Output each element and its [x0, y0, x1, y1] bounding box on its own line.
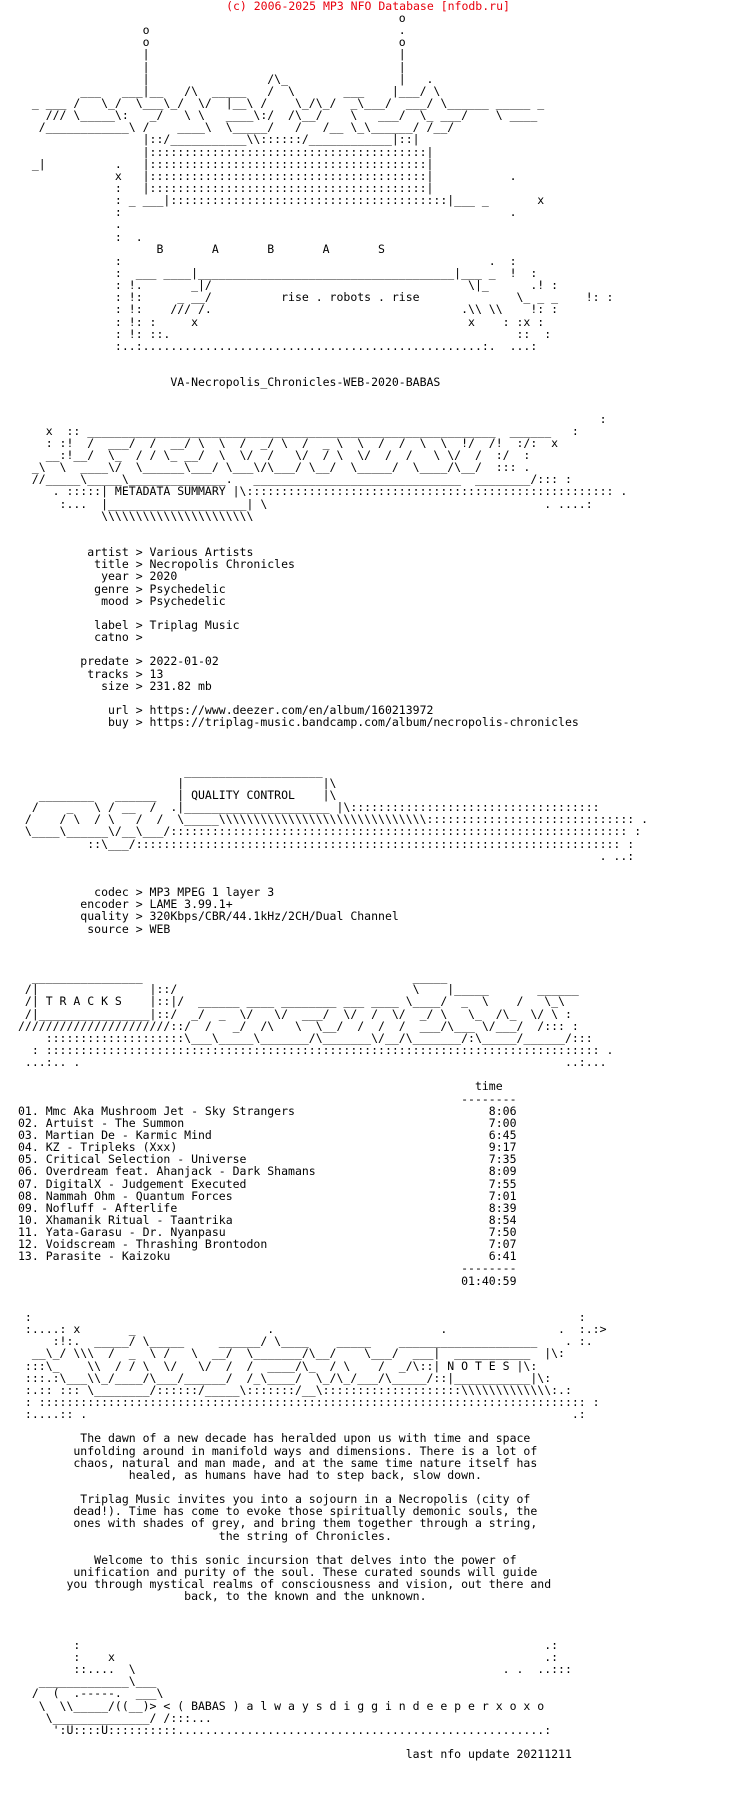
track-row: 05. Critical Selection - Universe 7:35	[18, 1152, 517, 1167]
footer-art: ::.... \ . . ..:::	[18, 1662, 572, 1677]
logo-art: |::/___________\\::::::/____________|::|	[18, 132, 420, 147]
notes-line: you through mystical realms of consciousness and vision, out there and	[18, 1577, 552, 1592]
notes-line: healed, as humans have had to step back, slow down.	[18, 1467, 482, 1482]
logo-art: : . :	[18, 253, 517, 268]
spacer	[18, 1287, 718, 1299]
logo-art: .	[18, 217, 122, 232]
spacer	[18, 935, 718, 947]
section-art: :....:: . .:	[18, 1407, 586, 1422]
notes-line: dead!). Time has come to evoke those spiritually demonic souls, the	[18, 1504, 538, 1519]
section-art: : ::::::::::::::::::::::::::::::::::::::::::::::::::::::::::::::::::::::::::::::: :	[18, 1395, 600, 1410]
notes-line: back, to the known and the unknown.	[18, 1589, 427, 1604]
footer-art: : .:	[18, 1637, 559, 1652]
section-art: __:!__/ \_ / / \_ __/ \ \/ / \/ / \ \/ / / \ \/ / :/ :	[18, 448, 531, 463]
section-art: ________________ _____	[18, 970, 448, 985]
section-art: __\_/ \\\ / _ \ / \ __/ \_______/\__/ \___/ ___| ___________ |\:	[18, 1346, 565, 1361]
meta-year: year > 2020	[18, 569, 178, 584]
meta-mood: mood > Psychedelic	[18, 593, 226, 608]
quality-encoder: encoder > LAME 3.99.1+	[18, 897, 233, 912]
track-row: 04. KZ - Tripleks (Xxx) 9:17	[18, 1140, 517, 1155]
spacer	[18, 740, 718, 752]
section-art: ____________________	[18, 763, 323, 778]
quality-source: source > WEB	[18, 921, 171, 936]
logo-art: : !: ::. :: :	[18, 326, 552, 341]
spacer	[18, 401, 718, 413]
nfo-text	[18, 12, 718, 1760]
footer-art: / ( .-----. ___\	[18, 1686, 164, 1701]
section-art: ::::::::::::::::::::\___\_____\_______/\_______\/__/\_______/:\_____/______/:::	[18, 1030, 593, 1045]
section-art: ::\___/:::::::::::::::::::::::::::::::::::::::::::::::::::::::::::::::::::::: :	[18, 836, 635, 851]
track-row: 02. Artuist - The Summon 7:00	[18, 1115, 517, 1130]
footer-art: \______________/ /:::...	[18, 1710, 212, 1725]
section-art: :.:: ::: \________/::::::/_____\:::::::/__\::::::::::::::::::::\\\\\\\\\\\\\:.:	[18, 1382, 572, 1397]
section-art: :....: x _ . . . :.:>	[18, 1322, 607, 1337]
track-row: 09. Nofluff - Afterlife 8:39	[18, 1200, 517, 1215]
logo-art: |::::::::::::::::::::::::::::::::::::::::|	[18, 144, 434, 159]
meta-title: title > Necropolis Chronicles	[18, 557, 295, 572]
notes-line: unfolding around in manifold ways and dimensions. There is a lot of	[18, 1443, 538, 1458]
logo-art: ___ ___|__ /\ _____ / \ ___ |___/ \	[18, 83, 441, 98]
meta-genre: genre > Psychedelic	[18, 581, 226, 596]
group-letters: B A B A S	[18, 241, 385, 256]
section-art: . ..:	[18, 848, 635, 863]
section-art: | |\	[18, 775, 337, 790]
track-row: 11. Yata-Garasu - Dr. Nyanpasu 7:50	[18, 1225, 517, 1240]
logo-art: : .	[18, 229, 143, 244]
spacer	[18, 352, 718, 364]
footer-art: : x .:	[18, 1649, 559, 1664]
section-art: \____\______\/__\___/:::::::::::::::::::::::::::::::::::::::::::::::::::::::::::::::::: :	[18, 824, 642, 839]
notes-line: The dawn of a new decade has heralded upon us with time and space	[18, 1431, 531, 1446]
section-art: /| |::/ \ |_____ ______	[18, 982, 579, 997]
release-name: VA-Necropolis_Chronicles-WEB-2020-BABAS	[18, 375, 441, 390]
logo-art: :..:.................................................:. ...:	[18, 338, 538, 353]
meta-artist: artist > Various Artists	[18, 545, 254, 560]
section-title-notes: :::\_ \\ / / \ \/ \/ / / ____/\_ / \ / _/\::| N O T E S |\:	[18, 1358, 538, 1373]
notes-line: ones with shades of grey, and bring them together through a string,	[18, 1516, 538, 1531]
nfo-document	[18, 12, 718, 1760]
meta-url: url > https://www.deezer.com/en/album/160213972	[18, 703, 434, 718]
notes-line: Welcome to this sonic incursion that delves into the power of	[18, 1552, 517, 1567]
track-row: 07. DigitalX - Judgement Executed 7:55	[18, 1176, 517, 1191]
section-art: :	[18, 411, 607, 426]
section-art: _\ \ ____\/ \______\___/ \___\/\___/ \__/ \_____/ \____/\__/ ::: .	[18, 460, 531, 475]
meta-label: label > Triplag Music	[18, 618, 240, 633]
spacer	[18, 728, 718, 740]
tracklist-total: 01:40:59	[18, 1273, 517, 1288]
section-art: x :: ___________________________________________________________ ______ :	[18, 423, 579, 438]
track-row: 13. Parasite - Kaizoku 6:41	[18, 1249, 517, 1264]
meta-buy: buy > https://triplag-music.bandcamp.com/album/necropolis-chronicles	[18, 715, 579, 730]
footer-art: _____________\___	[18, 1674, 157, 1689]
section-title-tracks: /| T R A C K S |::|/ ______ ____ ________ ___ ____ \____/ _ \ / \_\	[18, 994, 565, 1009]
logo-art: : .	[18, 205, 517, 220]
section-art: / / \ / \ / / \_____\\\\\\\\\\\\\\\\\\\\\\\\\\\\\\:::::::::::::::::::::::::::::: .	[18, 812, 649, 827]
spacer	[18, 1602, 718, 1614]
logo-art: o o	[18, 35, 406, 50]
logo-art: : _ ___|::::::::::::::::::::::::::::::::::::::::|___ _ x	[18, 193, 545, 208]
section-art: :!:. _____/ \_____ ______/ \____ _____ ____________________ . :.	[18, 1334, 593, 1349]
footer-motto: \ \\_____/((__)> < ( BABAS ) a l w a y s d i g g i n d e e p e r x o x o	[18, 1698, 545, 1713]
section-art: : :	[18, 1310, 586, 1325]
spacer	[18, 947, 718, 959]
quality-codec: codec > MP3 MPEG 1 layer 3	[18, 885, 275, 900]
tracklist-time-header: time	[18, 1079, 503, 1094]
section-art: :... |____________________| \ . ....:	[18, 496, 593, 511]
track-row: 12. Voidscream - Thrashing Brontodon 7:07	[18, 1237, 517, 1252]
spacer	[18, 522, 718, 534]
meta-predate: predate > 2022-01-02	[18, 654, 219, 669]
section-art: / _ \ / __ / .|_____________________ |\::::::::::::::::::::::::::::::::::::	[18, 800, 600, 815]
logo-art: o	[18, 11, 406, 25]
notes-line: Triplag Music invites you into a sojourn in a Necropolis (city of	[18, 1492, 531, 1507]
logo-art: o .	[18, 23, 406, 38]
section-art: //_____\_____\______________. ______________________________ ________/::: :	[18, 472, 572, 487]
spacer	[18, 753, 718, 765]
section-art: ...:.. . ..:...	[18, 1055, 607, 1070]
notes-line: unification and purity of the soul. These curated sounds will guide	[18, 1565, 538, 1579]
track-row: 10. Xhamanik Ritual - Taantrika 8:54	[18, 1212, 517, 1227]
logo-art: : ___ ____|_____________________________________|___ _ ! :	[18, 265, 538, 280]
track-row: 01. Mmc Aka Mushroom Jet - Sky Strangers 8:06	[18, 1103, 517, 1118]
section-title-quality: ________ ______ | QUALITY CONTROL |\	[18, 788, 337, 802]
track-row: 08. Nammah Ohm - Quantum Forces 7:01	[18, 1188, 517, 1203]
logo-art: | |	[18, 59, 406, 74]
footer-art: ':U::::U::::::::::.....................................................:	[18, 1722, 552, 1737]
logo-art: : !. _|/ \|_ .! :	[18, 278, 559, 293]
logo-art: _| . |::::::::::::::::::::::::::::::::::::::::|	[18, 156, 434, 171]
logo-art: : !: : x x : :x :	[18, 314, 545, 329]
meta-tracks: tracks > 13	[18, 666, 164, 681]
meta-size: size > 231.82 mb	[18, 678, 212, 693]
section-art: /|________________|::/ _/ _ \/ \/ ___/ \/ / \/ _/ \ \_ /\_ \/ \ :	[18, 1006, 572, 1021]
section-art: //////////////////////::/ / _/ /\ \ \__/ / / / ___/\___ \/___/ /::: :	[18, 1018, 579, 1033]
section-art: :::.:\___\\_/____/\___/______/ /_\____/ \_/\_/___/\_____/::|___________|\:	[18, 1370, 552, 1385]
rule: --------	[18, 1091, 517, 1106]
section-art: : :::::::::::::::::::::::::::::::::::::::::::::::::::::::::::::::::::::::::::::::: .	[18, 1042, 614, 1057]
spacer	[18, 862, 718, 874]
logo-art: /____________\ / ____\ \_____/ / /__ \_\______/ /__/	[18, 120, 455, 135]
logo-art: _ ___ / \_/ \___\_/ \/ |__\ / \_/\_/ _\___/ ___/ \______ _____ _	[18, 95, 545, 110]
logo-art: : !: /// /. .\\ \\ !: :	[18, 302, 559, 317]
track-row: 03. Martian De - Karmic Mind 6:45	[18, 1127, 517, 1142]
track-row: 06. Overdream feat. Ahanjack - Dark Shamans 8:09	[18, 1164, 517, 1179]
tagline: : !: _ __/ rise . robots . rise \_ _ _ !: :	[18, 290, 614, 305]
logo-art: | /\_ | .	[18, 71, 434, 86]
section-art: : :! / ___/ / __/ \ \ / _/ \ / _ \ \ / / \ \ !/ /! :/: x	[18, 435, 559, 450]
quality-quality: quality > 320Kbps/CBR/44.1kHz/2CH/Dual Channel	[18, 909, 399, 924]
meta-catno: catno >	[18, 630, 150, 645]
logo-art: x |::::::::::::::::::::::::::::::::::::::::| .	[18, 168, 517, 183]
footer-last-update: last nfo update 20211211	[18, 1747, 572, 1762]
spacer	[18, 1615, 718, 1627]
logo-art: : |::::::::::::::::::::::::::::::::::::::::|	[18, 180, 434, 195]
notes-line: the string of Chronicles.	[18, 1528, 392, 1543]
notes-line: chaos, natural and man made, and at the same time nature itself has	[18, 1455, 538, 1470]
logo-art: /// \_____\: _/ \ \ ____\:/ /\__/ \ ___/ \_ ___/ \ ____	[18, 108, 538, 123]
section-art: \\\\\\\\\\\\\\\\\\\\\\	[18, 508, 254, 523]
rule: --------	[18, 1261, 517, 1276]
section-title-metadata: . :::::| METADATA SUMMARY |\::::::::::::::::::::::::::::::::::::::::::::::::::::: .	[18, 484, 628, 499]
site-credit: (c) 2006-2025 MP3 NFO Database [nfodb.ru]	[226, 0, 510, 13]
spacer	[18, 388, 718, 400]
logo-art: | |	[18, 47, 406, 62]
